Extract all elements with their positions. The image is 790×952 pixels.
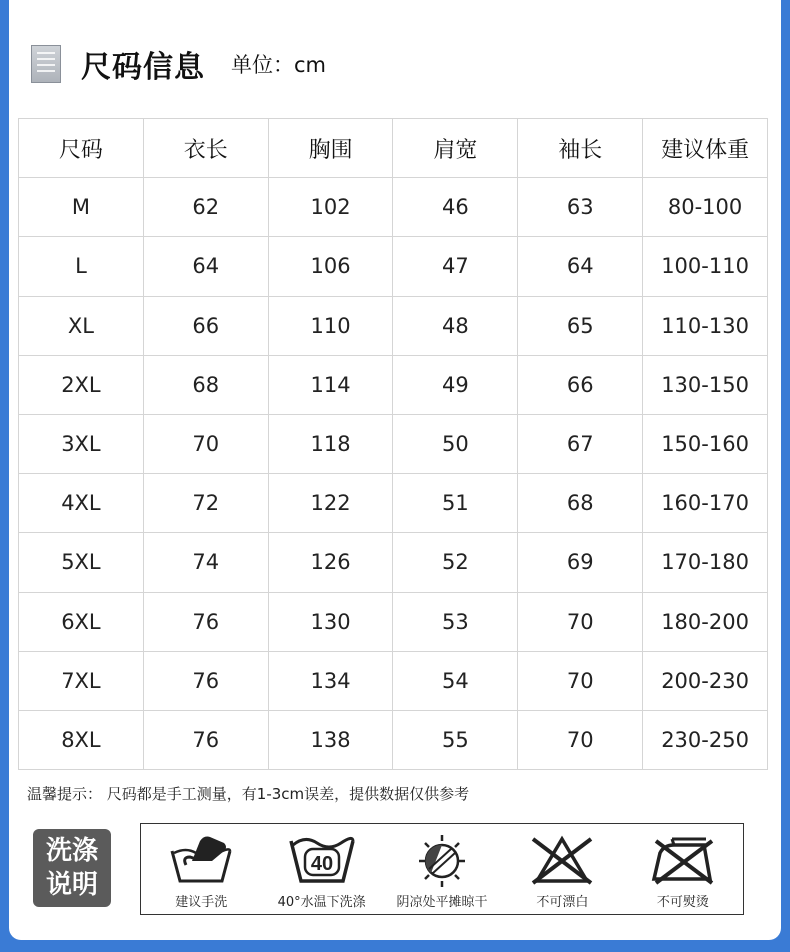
column-header: 胸围 xyxy=(268,119,393,178)
column-header: 建议体重 xyxy=(643,119,768,178)
table-cell: 46 xyxy=(393,178,518,237)
wash-label-line2: 说明 xyxy=(45,870,98,900)
care-item-dry-flat-shade xyxy=(382,824,502,914)
care-label: 不可熨烫 xyxy=(656,895,709,910)
table-cell: 68 xyxy=(143,355,268,414)
size-card xyxy=(9,0,781,940)
table-cell: 70 xyxy=(518,592,643,651)
table-cell: 6XL xyxy=(19,592,144,651)
care-label: 阴凉处平摊晾干 xyxy=(396,895,488,910)
table-cell: 122 xyxy=(268,474,393,533)
table-row xyxy=(19,533,768,592)
table-cell: 69 xyxy=(518,533,643,592)
table-cell: 53 xyxy=(393,592,518,651)
table-cell: 110 xyxy=(268,296,393,355)
table-cell: 150-160 xyxy=(643,414,768,473)
table-cell: 8XL xyxy=(19,710,144,769)
table-cell: 138 xyxy=(268,710,393,769)
column-header: 肩宽 xyxy=(393,119,518,178)
table-row xyxy=(19,355,768,414)
table-cell: 2XL xyxy=(19,355,144,414)
table-cell: 130-150 xyxy=(643,355,768,414)
table-cell: 55 xyxy=(393,710,518,769)
table-cell: 72 xyxy=(143,474,268,533)
table-cell: 48 xyxy=(393,296,518,355)
column-header: 衣长 xyxy=(143,119,268,178)
table-row xyxy=(19,178,768,237)
table-row xyxy=(19,414,768,473)
table-cell: XL xyxy=(19,296,144,355)
care-item-wash-40 xyxy=(261,824,381,914)
wash-instructions-label xyxy=(33,829,111,907)
column-header: 尺码 xyxy=(19,119,144,178)
dry-flat-shade-icon xyxy=(407,831,477,887)
care-symbols xyxy=(140,823,744,915)
table-cell: 67 xyxy=(518,414,643,473)
table-cell: 106 xyxy=(268,237,393,296)
care-label: 建议手洗 xyxy=(175,895,228,910)
table-cell: 47 xyxy=(393,237,518,296)
table-row xyxy=(19,474,768,533)
table-body xyxy=(19,178,768,770)
table-header-row xyxy=(19,119,768,178)
header xyxy=(31,38,326,90)
tip-text: 温馨提示： 尺码都是手工测量，有1-3cm误差，提供数据仅供参考 xyxy=(27,785,470,803)
table-cell: 50 xyxy=(393,414,518,473)
table-cell: 4XL xyxy=(19,474,144,533)
table-cell: 64 xyxy=(143,237,268,296)
table-cell: 160-170 xyxy=(643,474,768,533)
table-cell: M xyxy=(19,178,144,237)
table-cell: 74 xyxy=(143,533,268,592)
table-cell: 76 xyxy=(143,592,268,651)
size-table xyxy=(18,118,768,770)
table-cell: 80-100 xyxy=(643,178,768,237)
table-cell: 70 xyxy=(518,651,643,710)
table-cell: 7XL xyxy=(19,651,144,710)
table-row xyxy=(19,237,768,296)
table-cell: 170-180 xyxy=(643,533,768,592)
table-cell: 110-130 xyxy=(643,296,768,355)
table-cell: 130 xyxy=(268,592,393,651)
table-cell: 70 xyxy=(143,414,268,473)
column-header: 袖长 xyxy=(518,119,643,178)
document-icon xyxy=(31,45,61,83)
care-item-no-bleach xyxy=(502,824,622,914)
table-cell: 54 xyxy=(393,651,518,710)
table-cell: 52 xyxy=(393,533,518,592)
table-row xyxy=(19,651,768,710)
table-cell: 76 xyxy=(143,710,268,769)
care-label: 40°水温下洗涤 xyxy=(277,895,366,910)
table-cell: 102 xyxy=(268,178,393,237)
table-cell: 70 xyxy=(518,710,643,769)
care-item-hand-wash xyxy=(141,824,261,914)
table-cell: 180-200 xyxy=(643,592,768,651)
table-cell: 49 xyxy=(393,355,518,414)
table-cell: 51 xyxy=(393,474,518,533)
table-cell: 114 xyxy=(268,355,393,414)
table-cell: 76 xyxy=(143,651,268,710)
no-bleach-icon xyxy=(527,831,597,887)
table-cell: 66 xyxy=(518,355,643,414)
table-cell: 126 xyxy=(268,533,393,592)
table-cell: 63 xyxy=(518,178,643,237)
page-title: 尺码信息 xyxy=(81,50,205,85)
table-cell: L xyxy=(19,237,144,296)
care-item-no-iron xyxy=(623,824,743,914)
table-cell: 100-110 xyxy=(643,237,768,296)
unit-label: 单位：cm xyxy=(231,53,327,77)
table-cell: 3XL xyxy=(19,414,144,473)
hand-wash-icon xyxy=(166,831,236,887)
wash-40-icon xyxy=(287,831,357,887)
table-cell: 5XL xyxy=(19,533,144,592)
care-label: 不可漂白 xyxy=(536,895,589,910)
table-cell: 134 xyxy=(268,651,393,710)
table-cell: 65 xyxy=(518,296,643,355)
table-row xyxy=(19,710,768,769)
table-cell: 66 xyxy=(143,296,268,355)
wash-label-line1: 洗涤 xyxy=(45,836,98,866)
table-cell: 62 xyxy=(143,178,268,237)
table-cell: 64 xyxy=(518,237,643,296)
no-iron-icon xyxy=(648,831,718,887)
table-cell: 200-230 xyxy=(643,651,768,710)
table-cell: 68 xyxy=(518,474,643,533)
table-cell: 230-250 xyxy=(643,710,768,769)
table-cell: 118 xyxy=(268,414,393,473)
table-row xyxy=(19,592,768,651)
wash-temp: 40 xyxy=(310,853,333,875)
table-row xyxy=(19,296,768,355)
